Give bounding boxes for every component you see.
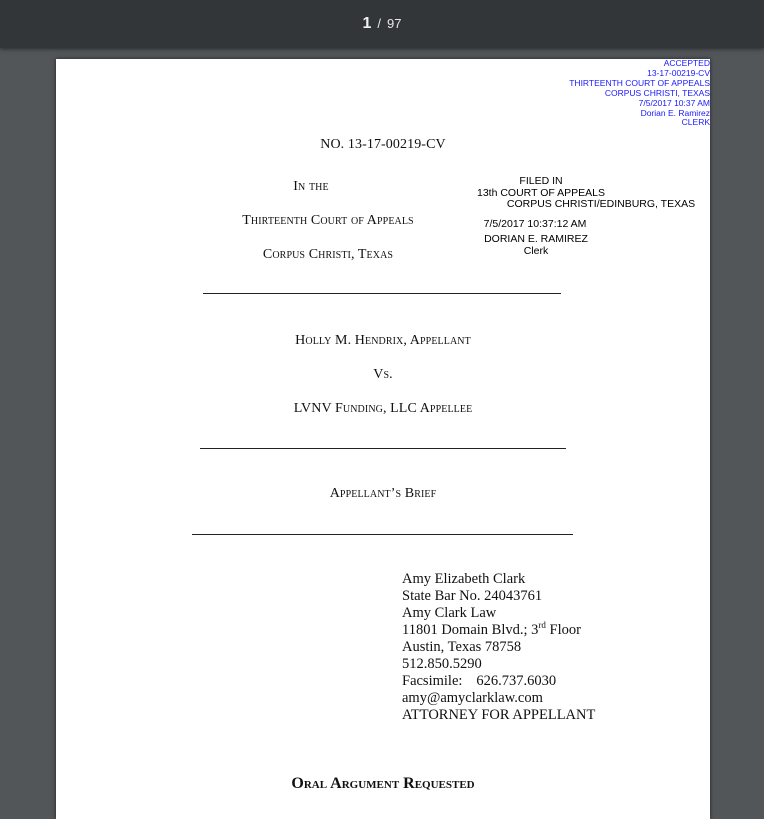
page-indicator [363,15,402,33]
versus: Vs. [373,367,393,382]
total-pages: 97 [387,16,402,31]
filed-datetime: 7/5/2017 10:37:12 AM [483,217,587,230]
attorney-fax: Facsimile: 626.737.6030 [402,673,557,689]
attorney-address: 11801 Domain Blvd.; 3rd Floor [402,620,581,638]
attorney-name: Amy Elizabeth Clark [402,571,526,587]
accepted-case-number: 13-17-00219-CV [647,67,710,78]
oral-argument-requested: Oral Argument Requested [291,775,475,792]
divider [203,293,561,294]
attorney-city: Austin, Texas 78758 [402,639,522,655]
document-page [56,59,710,819]
accepted-status: ACCEPTED [663,59,710,68]
attorney-email: amy@amyclarklaw.com [402,690,543,706]
court-city: Corpus Christi, Texas [262,247,394,262]
pdf-toolbar [0,0,764,48]
in-the-heading: In the [293,179,329,194]
accepted-datetime: 7/5/2017 10:37 AM [638,97,710,108]
filed-clerk-name: DORIAN E. RAMIREZ [484,233,588,246]
filed-clerk-title: Clerk [523,244,549,257]
court-name: Thirteenth Court of Appeals [242,213,414,228]
attorney-phone: 512.850.5290 [402,656,482,672]
attorney-bar-number: State Bar No. 24043761 [402,588,543,604]
case-number: NO. 13-17-00219-CV [320,137,446,152]
accepted-court: THIRTEENTH COURT OF APPEALS [569,77,710,88]
attorney-block [402,571,595,724]
filed-label: FILED IN [519,175,563,187]
divider [192,534,573,535]
document-title: Appellant’s Brief [329,486,437,501]
accepted-clerk-name: Dorian E. Ramirez [640,107,710,118]
page-separator: / [377,16,382,31]
attorney-role: ATTORNEY FOR APPELLANT [402,707,596,723]
current-page-number[interactable]: 1 [362,15,372,32]
appellee-party: LVNV Funding, LLC Appellee [293,401,473,416]
filed-location: CORPUS CHRISTI/EDINBURG, TEXAS [506,198,696,211]
attorney-firm: Amy Clark Law [402,605,497,621]
accepted-stamp [569,59,710,128]
appellant-party: Holly M. Hendrix, Appellant [295,333,471,348]
divider [200,448,566,449]
filed-court: 13th COURT OF APPEALS [477,186,605,199]
accepted-clerk-title: CLERK [681,117,710,128]
accepted-city: CORPUS CHRISTI, TEXAS [604,87,710,98]
